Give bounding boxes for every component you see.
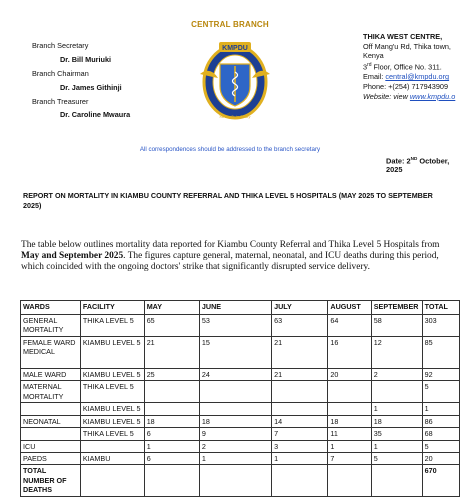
table-row: [21, 453, 460, 465]
cell-june: 53: [199, 315, 271, 337]
table-row: [21, 337, 460, 369]
cell-may: 21: [144, 337, 199, 369]
cell-june: [199, 465, 271, 497]
cell-ward: TOTAL NUMBER OF DEATHS: [21, 465, 81, 497]
cell-may: 65: [144, 315, 199, 337]
cell-july: 21: [272, 369, 328, 381]
table-row-total: [21, 465, 460, 497]
office-line: [363, 61, 460, 72]
cell-july: 3: [272, 440, 328, 452]
cell-august: [328, 465, 371, 497]
office-rest: Floor, Office No. 311.: [371, 62, 442, 72]
cell-september: 2: [371, 369, 422, 381]
cell-august: [328, 381, 371, 403]
cell-facility: THIKA LEVEL 5: [80, 315, 144, 337]
website-label: Website: view: [363, 91, 410, 101]
header-september: SEPTEMBER: [371, 301, 422, 315]
cell-june: [199, 403, 271, 415]
intro-text: The table below outlines mortality data reported for Kiambu County Referral and Thika Level 5 Hospitals from: [21, 240, 440, 250]
cell-july: [272, 403, 328, 415]
kmpdu-logo: [196, 36, 274, 132]
header-wards: WARDS: [21, 301, 81, 315]
cell-september: 1: [371, 403, 422, 415]
header-may: MAY: [144, 301, 199, 315]
cell-total: 5: [422, 381, 459, 403]
official-name-secretary: Dr. Bill Muriuki: [60, 55, 112, 64]
address-line-2: Kenya: [363, 51, 384, 61]
cell-facility: KIAMBU LEVEL 5: [80, 337, 144, 369]
cell-august: [328, 403, 371, 415]
cell-ward: NEONATAL: [21, 415, 81, 427]
correspondence-note: All correspondences should be addressed to the branch secretary: [139, 146, 321, 153]
cell-august: 1: [328, 440, 371, 452]
cell-total: 5: [422, 440, 459, 452]
header-facility: FACILITY: [80, 301, 144, 315]
email-label: Email:: [363, 72, 386, 82]
cell-facility: THIKA LEVEL 5: [80, 381, 144, 403]
cell-total: 1: [422, 403, 459, 415]
cell-ward: PAEDS: [21, 453, 81, 465]
table-row: [21, 315, 460, 337]
cell-august: 20: [328, 369, 371, 381]
cell-facility: KIAMBU: [80, 453, 144, 465]
cell-facility: KIAMBU LEVEL 5: [80, 403, 144, 415]
cell-total: 85: [422, 337, 459, 369]
cell-august: 64: [328, 315, 371, 337]
cell-facility: [80, 440, 144, 452]
cell-july: 63: [272, 315, 328, 337]
cell-june: 9: [199, 428, 271, 440]
cell-ward: MATERNAL MORTALITY: [21, 381, 81, 403]
website-link[interactable]: www.kmpdu.o: [409, 91, 456, 101]
email-link[interactable]: central@kmpdu.org: [385, 72, 450, 82]
official-name-treasurer: Dr. Caroline Mwaura: [60, 110, 131, 119]
branch-title: CENTRAL BRANCH: [191, 20, 269, 29]
cell-august: 16: [328, 337, 371, 369]
table-row: [21, 428, 460, 440]
cell-july: [272, 381, 328, 403]
cell-september: 12: [371, 337, 422, 369]
report-title: REPORT ON MORTALITY IN KIAMBU COUNTY REFERRAL AND THIKA LEVEL 5 HOSPITALS (MAY 2025 TO SEPTEMBER 2025): [23, 191, 433, 211]
cell-june: [199, 381, 271, 403]
address-line-1: Off Mang'u Rd, Thika town,: [363, 41, 451, 51]
intro-text-end: . The figures capture general, maternal, neonatal, and ICU deaths during this period, which coincided with the ongoing doctors' strike that significantly disrupted service delivery.: [21, 251, 439, 273]
cell-total: 68: [422, 428, 459, 440]
cell-total: 20: [422, 453, 459, 465]
table-row: [21, 403, 460, 415]
cell-august: 18: [328, 415, 371, 427]
cell-june: 15: [199, 337, 271, 369]
cell-ward: MALE WARD: [21, 369, 81, 381]
date-sup: ND: [410, 156, 418, 161]
date-rest: October, 2025: [386, 156, 450, 175]
official-role-secretary: Branch Secretary: [32, 41, 89, 50]
cell-may: 6: [144, 428, 199, 440]
cell-total: 303: [422, 315, 459, 337]
cell-june: 2: [199, 440, 271, 452]
date-label: Date: 2: [386, 156, 411, 166]
cell-facility: [80, 465, 144, 497]
table-header-row: [21, 301, 460, 315]
intro-period: May and September 2025: [21, 251, 124, 262]
cell-ward: FEMALE WARD MEDICAL: [21, 337, 81, 369]
table-row: [21, 440, 460, 452]
cell-may: 18: [144, 415, 199, 427]
cell-july: 14: [272, 415, 328, 427]
phone-line: Phone: +(254) 717943909: [363, 81, 449, 91]
table-row: [21, 415, 460, 427]
cell-september: 35: [371, 428, 422, 440]
header-june: JUNE: [199, 301, 271, 315]
centre-name: THIKA WEST CENTRE,: [363, 32, 443, 41]
header-july: JULY: [272, 301, 328, 315]
cell-june: 1: [199, 453, 271, 465]
cell-total: 86: [422, 415, 459, 427]
cell-total: 92: [422, 369, 459, 381]
cell-july: [272, 465, 328, 497]
email-line: [363, 72, 460, 82]
cell-may: [144, 381, 199, 403]
cell-june: 18: [199, 415, 271, 427]
cell-ward: GENERAL MORTALITY: [21, 315, 81, 337]
cell-july: 1: [272, 453, 328, 465]
cell-june: 24: [199, 369, 271, 381]
mortality-table: [20, 300, 460, 497]
cell-september: 1: [371, 440, 422, 452]
cell-july: 21: [272, 337, 328, 369]
table-row: [21, 369, 460, 381]
cell-may: [144, 403, 199, 415]
letter-date: [386, 156, 460, 174]
official-name-chairman: Dr. James Githinji: [60, 83, 122, 92]
cell-may: [144, 465, 199, 497]
cell-may: 25: [144, 369, 199, 381]
svg-text:KMPDU: KMPDU: [222, 45, 248, 52]
cell-september: 58: [371, 315, 422, 337]
cell-ward: [21, 403, 81, 415]
cell-september: 18: [371, 415, 422, 427]
cell-total: 670: [422, 465, 459, 497]
cell-may: 6: [144, 453, 199, 465]
cell-july: 7: [272, 428, 328, 440]
cell-september: [371, 465, 422, 497]
intro-paragraph: [21, 240, 441, 274]
official-role-chairman: Branch Chairman: [32, 69, 89, 78]
official-role-treasurer: Branch Treasurer: [32, 97, 89, 106]
cell-facility: THIKA LEVEL 5: [80, 428, 144, 440]
cell-may: 1: [144, 440, 199, 452]
office-floor-sup: rd: [367, 62, 372, 69]
header-august: AUGUST: [328, 301, 371, 315]
office-floor: 3: [363, 62, 368, 72]
website-line: [363, 92, 460, 102]
cell-september: [371, 381, 422, 403]
cell-facility: KIAMBU LEVEL 5: [80, 415, 144, 427]
svg-text:Strength in Unity: Strength in Unity: [219, 114, 251, 119]
cell-august: 7: [328, 453, 371, 465]
header-total: TOTAL: [422, 301, 459, 315]
cell-september: 5: [371, 453, 422, 465]
cell-facility: KIAMBU LEVEL 5: [80, 369, 144, 381]
contact-block: [363, 32, 460, 101]
cell-ward: ICU: [21, 440, 81, 452]
table-row: [21, 381, 460, 403]
cell-august: 11: [328, 428, 371, 440]
cell-ward: [21, 428, 81, 440]
